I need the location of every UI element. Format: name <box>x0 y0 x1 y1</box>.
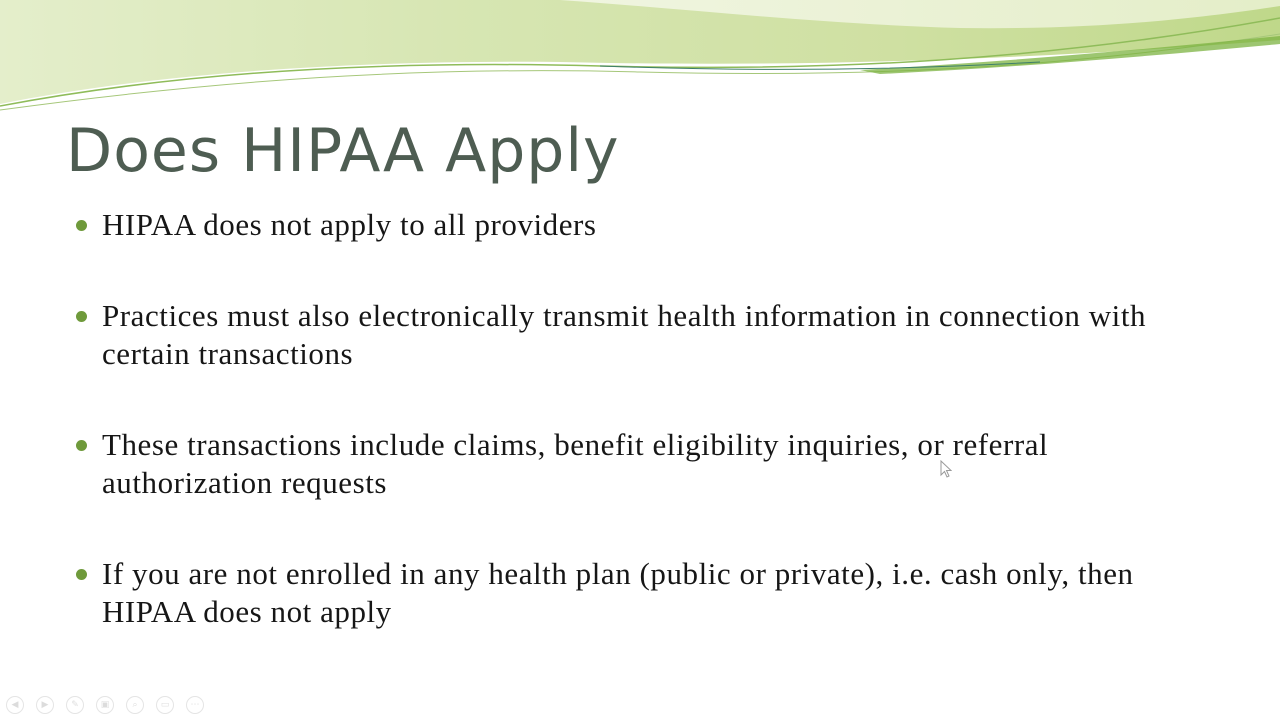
bullet-item <box>102 426 1222 502</box>
bullet-text: Practices must also electronically transmit health information in connection with certain transactions <box>102 298 1147 371</box>
slideshow-playback-toolbar <box>6 696 204 714</box>
previous-icon[interactable]: ◀ <box>6 696 24 714</box>
bullet-dot-icon <box>76 569 87 580</box>
bullet-dot-icon <box>76 440 87 451</box>
bullet-text: These transactions include claims, benefit eligibility inquiries, or referral authorization requests <box>102 427 1049 500</box>
bullet-item <box>102 555 1222 631</box>
bullet-dot-icon <box>76 220 87 231</box>
zoom-icon[interactable]: ⌕ <box>126 696 144 714</box>
decorative-swoosh-banner <box>0 0 1280 130</box>
slides-icon[interactable]: ▣ <box>96 696 114 714</box>
pen-icon[interactable]: ✎ <box>66 696 84 714</box>
bullet-item <box>102 206 1222 244</box>
next-icon[interactable]: ▶ <box>36 696 54 714</box>
bullet-item <box>102 297 1222 373</box>
bullet-dot-icon <box>76 311 87 322</box>
more-icon[interactable]: ⋯ <box>186 696 204 714</box>
subtitles-icon[interactable]: ▭ <box>156 696 174 714</box>
slide-title: Does HIPAA Apply <box>66 116 620 186</box>
bullet-text: HIPAA does not apply to all providers <box>102 207 597 242</box>
mouse-cursor-icon <box>940 460 952 478</box>
bullet-text: If you are not enrolled in any health plan (public or private), i.e. cash only, then HIPAA does not apply <box>102 556 1134 629</box>
